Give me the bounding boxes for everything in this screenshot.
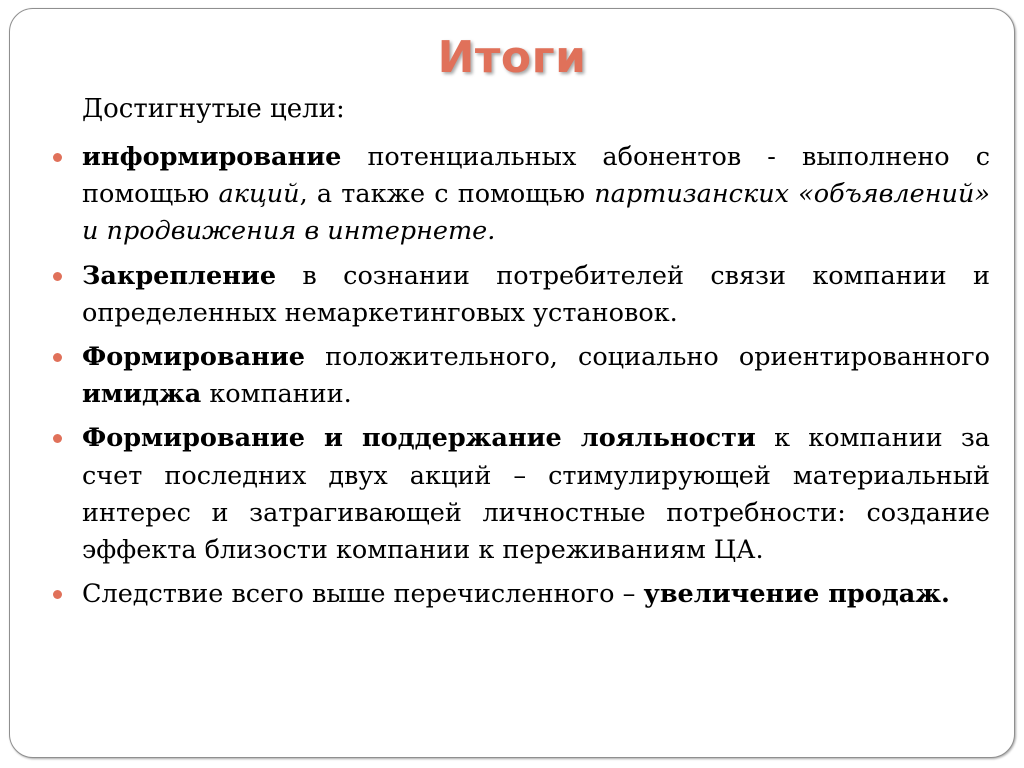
- bold-text: Закрепление: [82, 260, 277, 291]
- bold-text: Формирование: [82, 342, 305, 373]
- bullet-item: [82, 339, 990, 413]
- body-text: потенциальных абонентов - выполнено с помощью: [82, 142, 990, 210]
- bullet-item: [82, 139, 990, 251]
- bullet-item: [82, 258, 990, 332]
- slide-title: Итоги: [437, 32, 587, 83]
- bullet-item: [82, 576, 990, 613]
- italic-text: партизанских «объявлений» и продвижения в интернете.: [82, 179, 990, 247]
- body-text: Следствие всего выше перечисленного –: [82, 579, 644, 610]
- body-text: в сознании потребителей связи компании и определенных немаркетинговых установок.: [82, 260, 990, 328]
- body-text: положительного, социально ориентированного: [304, 342, 990, 373]
- bold-text: информирование: [82, 142, 342, 172]
- body-text: к компании за счет последних двух акций – стимулирующей материальный интерес и затрагивающей личностные потребности: создание эффекта близости компании к переживаниям ЦА.: [82, 423, 990, 566]
- bullet-list: [82, 139, 990, 620]
- bold-text: увеличение продаж.: [643, 579, 950, 610]
- bold-text: Формирование и поддержание лояльности: [82, 423, 756, 454]
- body-text: , а также с помощью: [299, 179, 595, 210]
- intro-text: Достигнутые цели:: [82, 94, 345, 124]
- bullet-item: [82, 420, 990, 569]
- body-text: компании.: [201, 379, 352, 410]
- bold-text: имиджа: [82, 379, 202, 410]
- italic-text: акций: [218, 179, 300, 210]
